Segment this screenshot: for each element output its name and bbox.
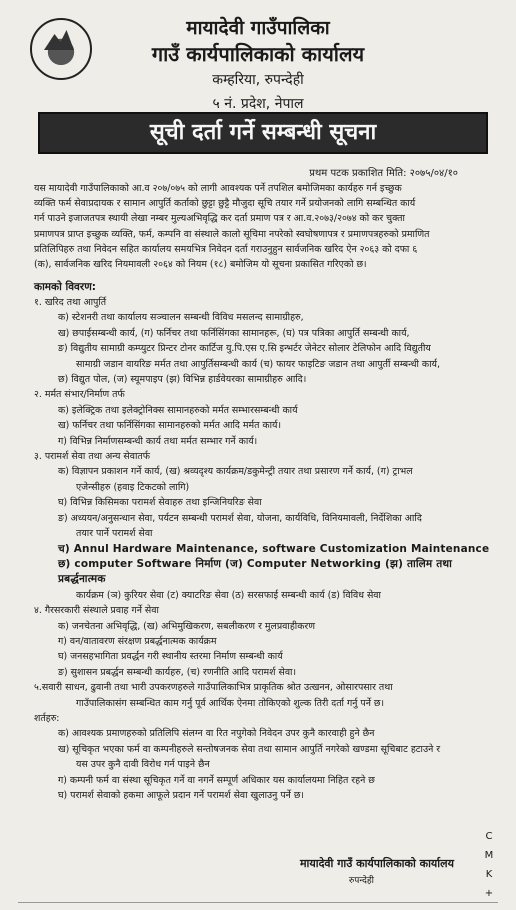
list-item: क) विज्ञापन प्रकाशन गर्ने कार्य, (ख) श्रव्यदृश्य कार्यक्रम/डकुमेन्ट्री तयार तथा प्रसारण गर्ने कार्य, (ग) ट्राभल: [58, 466, 413, 478]
conditions-heading: शर्तहरु:: [34, 712, 60, 724]
body-line: प्रमाणपत्र प्राप्त इच्छुक व्यक्ति, फर्म, कम्पनि वा संस्थाले कालो सूचिमा नपरेको स्वघोषणापत्र र प्रमाणपत्रहरुको प्रमाणित: [34, 228, 430, 240]
list-item: सामाग्री जडान वायरिङ मर्मत तथा आपुर्तिसम्बन्धी कार्य (च) फायर फाइटिङ जडान तथा आपुर्ती सम्बन्धी कार्य,: [76, 358, 440, 370]
list-item: क) स्टेशनरी तथा कार्यालय सञ्चालन सम्बन्धी विविध मसलन्द सामाग्रीहरु,: [58, 312, 304, 324]
list-item: क) इलेक्ट्रिक तथा इलेक्ट्रोनिक्स सामानहरुको मर्मत सम्भारसम्बन्धी कार्य: [58, 404, 298, 416]
list-item: घ) जनसहभागिता प्रवर्द्धन गरी स्थानीय स्तरमा निर्माण सम्बन्धी कार्य: [58, 651, 283, 663]
condition-item: ख) सूचिकृत भएका फर्म वा कम्पनीहरुले सन्तोषजनक सेवा तथा सामान आपुर्ति नगरेको खण्डमा सूचिबाट हटाउने र: [58, 743, 441, 755]
list-item: घ) विभिन्न किसिमका परामर्श सेवाहरु तथा इन्जिनियरिङ सेवा: [58, 497, 262, 509]
condition-item: क) आवश्यक प्रमाणहरुको प्रतिलिपि संलग्न वा रित नपुगेको निवेदन उपर कुनै कारवाही हुने छैन: [58, 728, 375, 740]
notice-title: सूची दर्ता गर्ने सम्बन्धी सूचना: [38, 112, 488, 154]
list-item: च) Annul Hardware Maintenance, software Customization Maintenance: [58, 542, 490, 555]
list-item: ङ) विद्युतीय सामाग्री कम्प्युटर प्रिन्टर टोनर कार्टिज यु.पि.एस ए.सि इन्भर्टर जेनेटर सोलार टेलिफोन आदि विद्युतीय: [58, 343, 431, 355]
office-location: कम्हरिया, रुपन्देही: [212, 72, 304, 88]
list-item: एजेन्सीहरु (हवाइ टिकटको लागि): [76, 481, 190, 493]
list-item: तयार पार्ने परामर्श सेवा: [76, 528, 153, 540]
notice-body: [34, 181, 482, 272]
publication-date: प्रथम पटक प्रकाशित मिति: २०७५/०४/१०: [309, 168, 458, 179]
condition-item: घ) परामर्श सेवाको हकमा आफूले प्रदान गर्ने परामर्श सेवा खुलाउनु पर्ने छ।: [58, 790, 304, 801]
list-item: ग) वन/वातावरण संरक्षण प्रबर्द्धनात्मक कार्यक्रम: [58, 635, 217, 647]
signature-district: रुपन्देही: [348, 876, 374, 886]
margin-mark: M: [484, 850, 494, 861]
page-edge-line: [18, 902, 498, 903]
list-item: ख) फर्निचर तथा फर्निसिंगका सामानहरुको मर्मत आदि मर्मत कार्य।: [58, 420, 282, 432]
list-item: ख) छपाईसम्बन्धी कार्य, (ग) फर्निचर तथा फर्निसिंगका सामानहरू, (घ) पत्र पत्रिका आपुर्ति सम्बन्धी कार्य,: [58, 327, 410, 339]
municipality-name: मायादेवी गाउँपालिका: [186, 17, 330, 39]
list-item: कार्यक्रम (ञ) कुरियर सेवा (ट) क्याटरिङ सेवा (ठ) सरसफाई सम्बन्धी कार्य (ड) विविध सेवा: [76, 589, 381, 601]
section-title: १. खरिद तथा आपुर्ति: [34, 297, 107, 308]
section-title: ३. परामर्श सेवा तथा अन्य सेवातर्फ: [34, 451, 150, 463]
list-item: ङ) अध्ययन/अनुसन्धान सेवा, पर्यटन सम्बन्धी परामर्श सेवा, योजना, कार्यविधि, विनियमावली, निर्देशिका आदि: [58, 512, 422, 524]
item-five-cont: गाउँपालिकासंग सम्बन्धित काम गर्नु पूर्व आर्थिक ऐनमा तोकिएको शुल्क तिरी दर्ता गर्नु पर्ने छ।: [76, 697, 385, 709]
body-line: गर्न पाउने इजाजतपत्र स्थायी लेखा नम्बर मुल्यअभिवृद्धि कर दर्ता प्रमाण पत्र र आ.व.२०७३/२०७४ को कर चुक्ता: [34, 213, 405, 225]
works-list: [34, 295, 490, 803]
condition-item: ग) कम्पनी फर्म वा संस्था सूचिकृत गर्ने वा नगर्ने सम्पूर्ण अधिकार यस कार्यालयमा निहित रहने छ: [58, 774, 375, 786]
body-line: व्यक्ति फर्म सेवाप्रदायक र सामान आपुर्ति कर्ताको छुट्टा छुट्टै मौजुदा सूचि तयार गर्ने प्रयोजनको लागि सम्बन्धित कार्य: [34, 198, 416, 210]
margin-mark: C: [485, 831, 493, 842]
item-five: ५.सवारी साधन, ढुवानी तथा भारी उपकरणहरुले गाउँपालिकाभित्र प्राकृतिक श्रोत उत्खनन, ओसारपसार तथा: [34, 682, 393, 694]
body-line: (क), सार्वजनिक खरिद नियमावली २०६४ को नियम (१८) बमोजिम यो सूचना प्रकासित गरिएको छ।: [34, 259, 367, 271]
list-item: छ) विद्युत पोल, (ज) स्यूमपाइप (झ) विभिन्न हार्डवेयरका सामाग्रीहरु आदि।: [58, 374, 307, 386]
signature-office: मायादेवी गाउँ कार्यपालिकाको कार्यालय: [299, 857, 454, 870]
margin-mark: +: [484, 888, 494, 899]
body-line: प्रतिलिपिहरु तथा निवेदन सहित कार्यालय समयभित्र निवेदन दर्ता गराउनुहुन सार्वजनिक खरिद ऐन २०६३ को दफा ६: [34, 243, 418, 255]
list-item: क) जनचेतना अभिवृद्धि, (ख) अभिमुखिकरण, सबलीकरण र मुलप्रवाहीकरण: [58, 620, 316, 632]
list-item: छ) computer Software निर्माण (ज) Computer Networking (झ) तालिम तथा प्रबर्द्धनात्मक: [58, 557, 453, 586]
list-item: ग) विभिन्न निर्माणसम्बन्धी कार्य तथा मर्मत सम्भार गर्ने कार्य।: [58, 435, 258, 447]
print-margin-marks: [484, 827, 494, 903]
office-name: गाउँ कार्यपालिकाको कार्यालय: [151, 42, 365, 66]
section-title: २. मर्मत संभार/निर्माण तर्फ: [34, 389, 125, 401]
condition-item: यस उपर कुनै दावी विरोध गर्न पाइने छैन: [76, 759, 210, 771]
section-title: ४. गैरसरकारी संस्थाले प्रवाह गर्ने सेवा: [34, 605, 159, 617]
list-item: ङ) सुशासन प्रबर्द्धन सम्बन्धी कार्यहरु, (च) रणनीति आदि परामर्श सेवा।: [58, 666, 297, 678]
works-heading: कामको विवरण:: [34, 281, 96, 293]
province-line: ५ नं. प्रदेश, नेपाल: [212, 96, 304, 112]
margin-mark: K: [485, 869, 493, 880]
body-line: यस मायादेवी गाउँपालिकाको आ.व २०७/०७५ को लागी आवश्यक पर्ने तपशिल बमोजिमका कार्यहरु गर्न इच्छुक: [34, 183, 402, 194]
